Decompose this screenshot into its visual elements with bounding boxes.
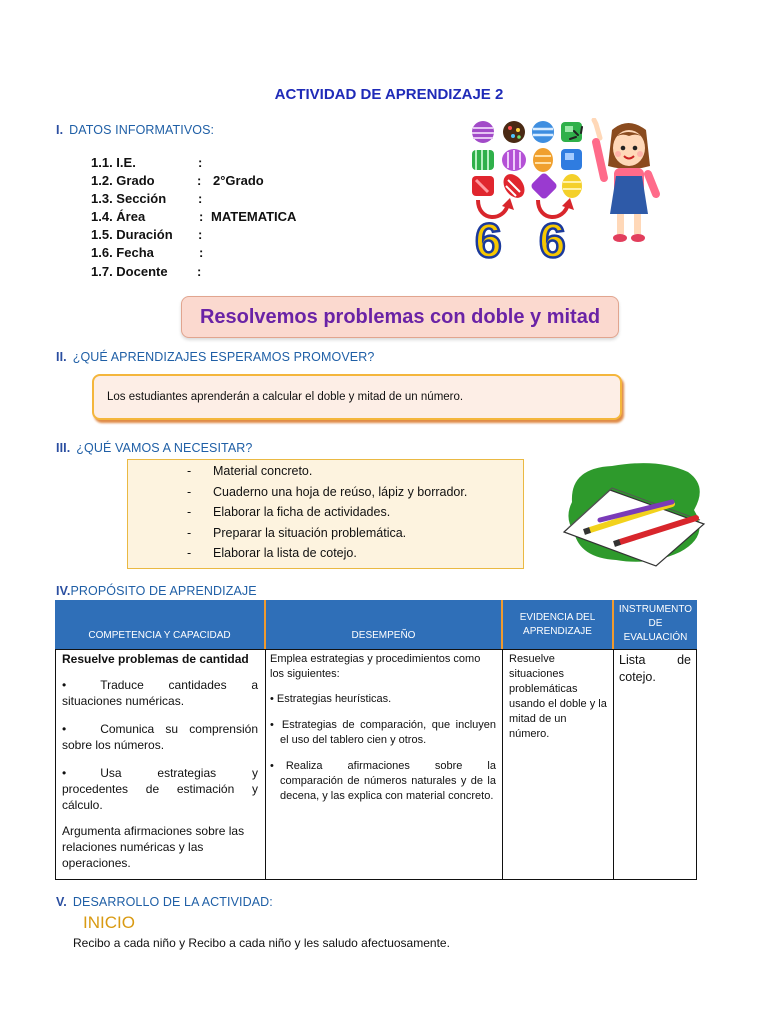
materials-box [127, 459, 524, 569]
digit-six-left: 6 [475, 215, 502, 268]
info-label: 1.4. Área [91, 209, 146, 224]
topic-banner: Resolvemos problemas con doble y mitad [181, 296, 619, 338]
info-row-duracion [91, 227, 421, 245]
bullet: • [270, 760, 274, 772]
section-necesitar-heading [56, 441, 252, 455]
digit-six-right: 6 [539, 215, 566, 268]
desempeno-item: • Realiza afirmaciones sobre la comparación de números naturales y de la decena, y las explica con material concreto. [270, 760, 496, 802]
list-item-text: Preparar la situación problemática. [213, 525, 407, 540]
section-number: II. [56, 350, 67, 364]
cell-competencia [55, 649, 266, 880]
cell-instrumento [613, 649, 697, 880]
header-competencia: COMPETENCIA Y CAPACIDAD [55, 600, 264, 649]
info-row-area [91, 209, 421, 227]
desempeno-item: • Estrategias heurísticas. [270, 693, 392, 705]
info-row-ie [91, 155, 421, 173]
info-value: 2°Grado [213, 173, 264, 188]
header-evidencia: EVIDENCIA DEL APRENDIZAJE [503, 600, 612, 649]
competencia-item: • Usa estrategias y procedentes de estimación y cálculo. [62, 766, 258, 812]
inicio-text: Recibo a cada niño y Recibo a cada niño y les saludo afectuosamente. [73, 936, 450, 950]
evidencia-text: Resuelve situaciones problemáticas usando el doble y la mitad de un número. [509, 653, 607, 740]
info-colon: : [198, 191, 203, 206]
header-desempeno: DESEMPEÑO [266, 600, 501, 649]
info-value: MATEMATICA [211, 209, 297, 224]
info-row-grado [91, 173, 421, 191]
header-instrumento: INSTRUMENTO DE EVALUACIÓN [614, 600, 697, 649]
paper-pencils-illustration [560, 462, 710, 572]
info-colon: : [198, 227, 203, 242]
inicio-heading: INICIO [83, 913, 135, 932]
info-label: 1.3. Sección [91, 191, 167, 206]
cell-evidencia [502, 649, 614, 880]
section-heading-text: DESARROLLO DE LA ACTIVIDAD: [72, 895, 273, 909]
list-dash: - [187, 464, 192, 478]
section-aprendizajes-heading [56, 350, 374, 364]
instrumento-text: Lista de cotejo. [619, 653, 691, 684]
list-dash: - [187, 505, 192, 519]
list-dash: - [187, 484, 192, 499]
info-colon: : [199, 209, 204, 224]
section-datos-heading [56, 123, 214, 137]
section-number: III. [56, 441, 71, 455]
section-heading-text: PROPÓSITO DE APRENDIZAJE [70, 584, 257, 598]
section-desarrollo-heading [56, 895, 273, 909]
competencia-extra: Argumenta afirmaciones sobre las relaciones numéricas y las operaciones. [62, 824, 245, 870]
section-number: I. [56, 123, 64, 137]
candy-row-2 [472, 148, 582, 172]
learning-goal-text: Los estudiantes aprenderán a calcular el doble y mitad de un número. [107, 391, 464, 403]
list-item-text: Elaborar la ficha de actividades. [213, 505, 391, 519]
girl-illustration [590, 118, 666, 246]
section-number: IV. [56, 584, 71, 598]
candy-row-3 [472, 170, 582, 202]
spark-icon [566, 125, 590, 149]
desempeno-intro: Emplea estrategias y procedimientos como los siguientes: [270, 653, 481, 680]
info-colon: : [199, 245, 204, 260]
list-item-text: Cuaderno una hoja de reúso, lápiz y borrador. [213, 484, 468, 499]
section-number: V. [56, 895, 67, 909]
bullet: • [62, 766, 67, 780]
info-list [91, 155, 421, 282]
info-label: 1.1. I.E. [91, 155, 136, 170]
list-dash: - [187, 546, 192, 560]
bullet: • [270, 719, 274, 731]
section-heading-text: ¿QUÉ APRENDIZAJES ESPERAMOS PROMOVER? [72, 350, 375, 364]
section-proposito-heading [56, 584, 257, 598]
desempeno-item: • Estrategias de comparación, que incluyen el uso del tablero cien y otros. [270, 719, 496, 746]
section-heading-text: DATOS INFORMATIVOS: [69, 123, 215, 137]
cell-desempeno [265, 649, 503, 880]
bullet: • [62, 678, 67, 692]
info-label: 1.5. Duración [91, 227, 173, 242]
competencia-item: • Traduce cantidades a situaciones numéricas. [62, 678, 258, 708]
learning-goal-box [92, 374, 622, 420]
competencia-item: • Comunica su comprensión sobre los números. [62, 722, 258, 752]
info-colon: : [198, 155, 203, 170]
info-colon: : [197, 173, 202, 188]
info-label: 1.2. Grado [91, 173, 155, 188]
info-row-docente [91, 264, 421, 282]
info-label: 1.7. Docente [91, 264, 168, 279]
info-colon: : [197, 264, 202, 279]
info-row-seccion [91, 191, 421, 209]
list-dash: - [187, 525, 192, 540]
competencia-title: Resuelve problemas de cantidad [62, 652, 249, 666]
list-item-text: Material concreto. [213, 464, 313, 478]
document-title: ACTIVIDAD DE APRENDIZAJE 2 [274, 86, 504, 103]
info-row-fecha [91, 245, 421, 264]
bullet: • [270, 693, 274, 705]
list-item-text: Elaborar la lista de cotejo. [213, 546, 357, 560]
bullet: • [62, 722, 67, 736]
section-heading-text: ¿QUÉ VAMOS A NECESITAR? [76, 441, 253, 455]
info-label: 1.6. Fecha [91, 245, 154, 260]
